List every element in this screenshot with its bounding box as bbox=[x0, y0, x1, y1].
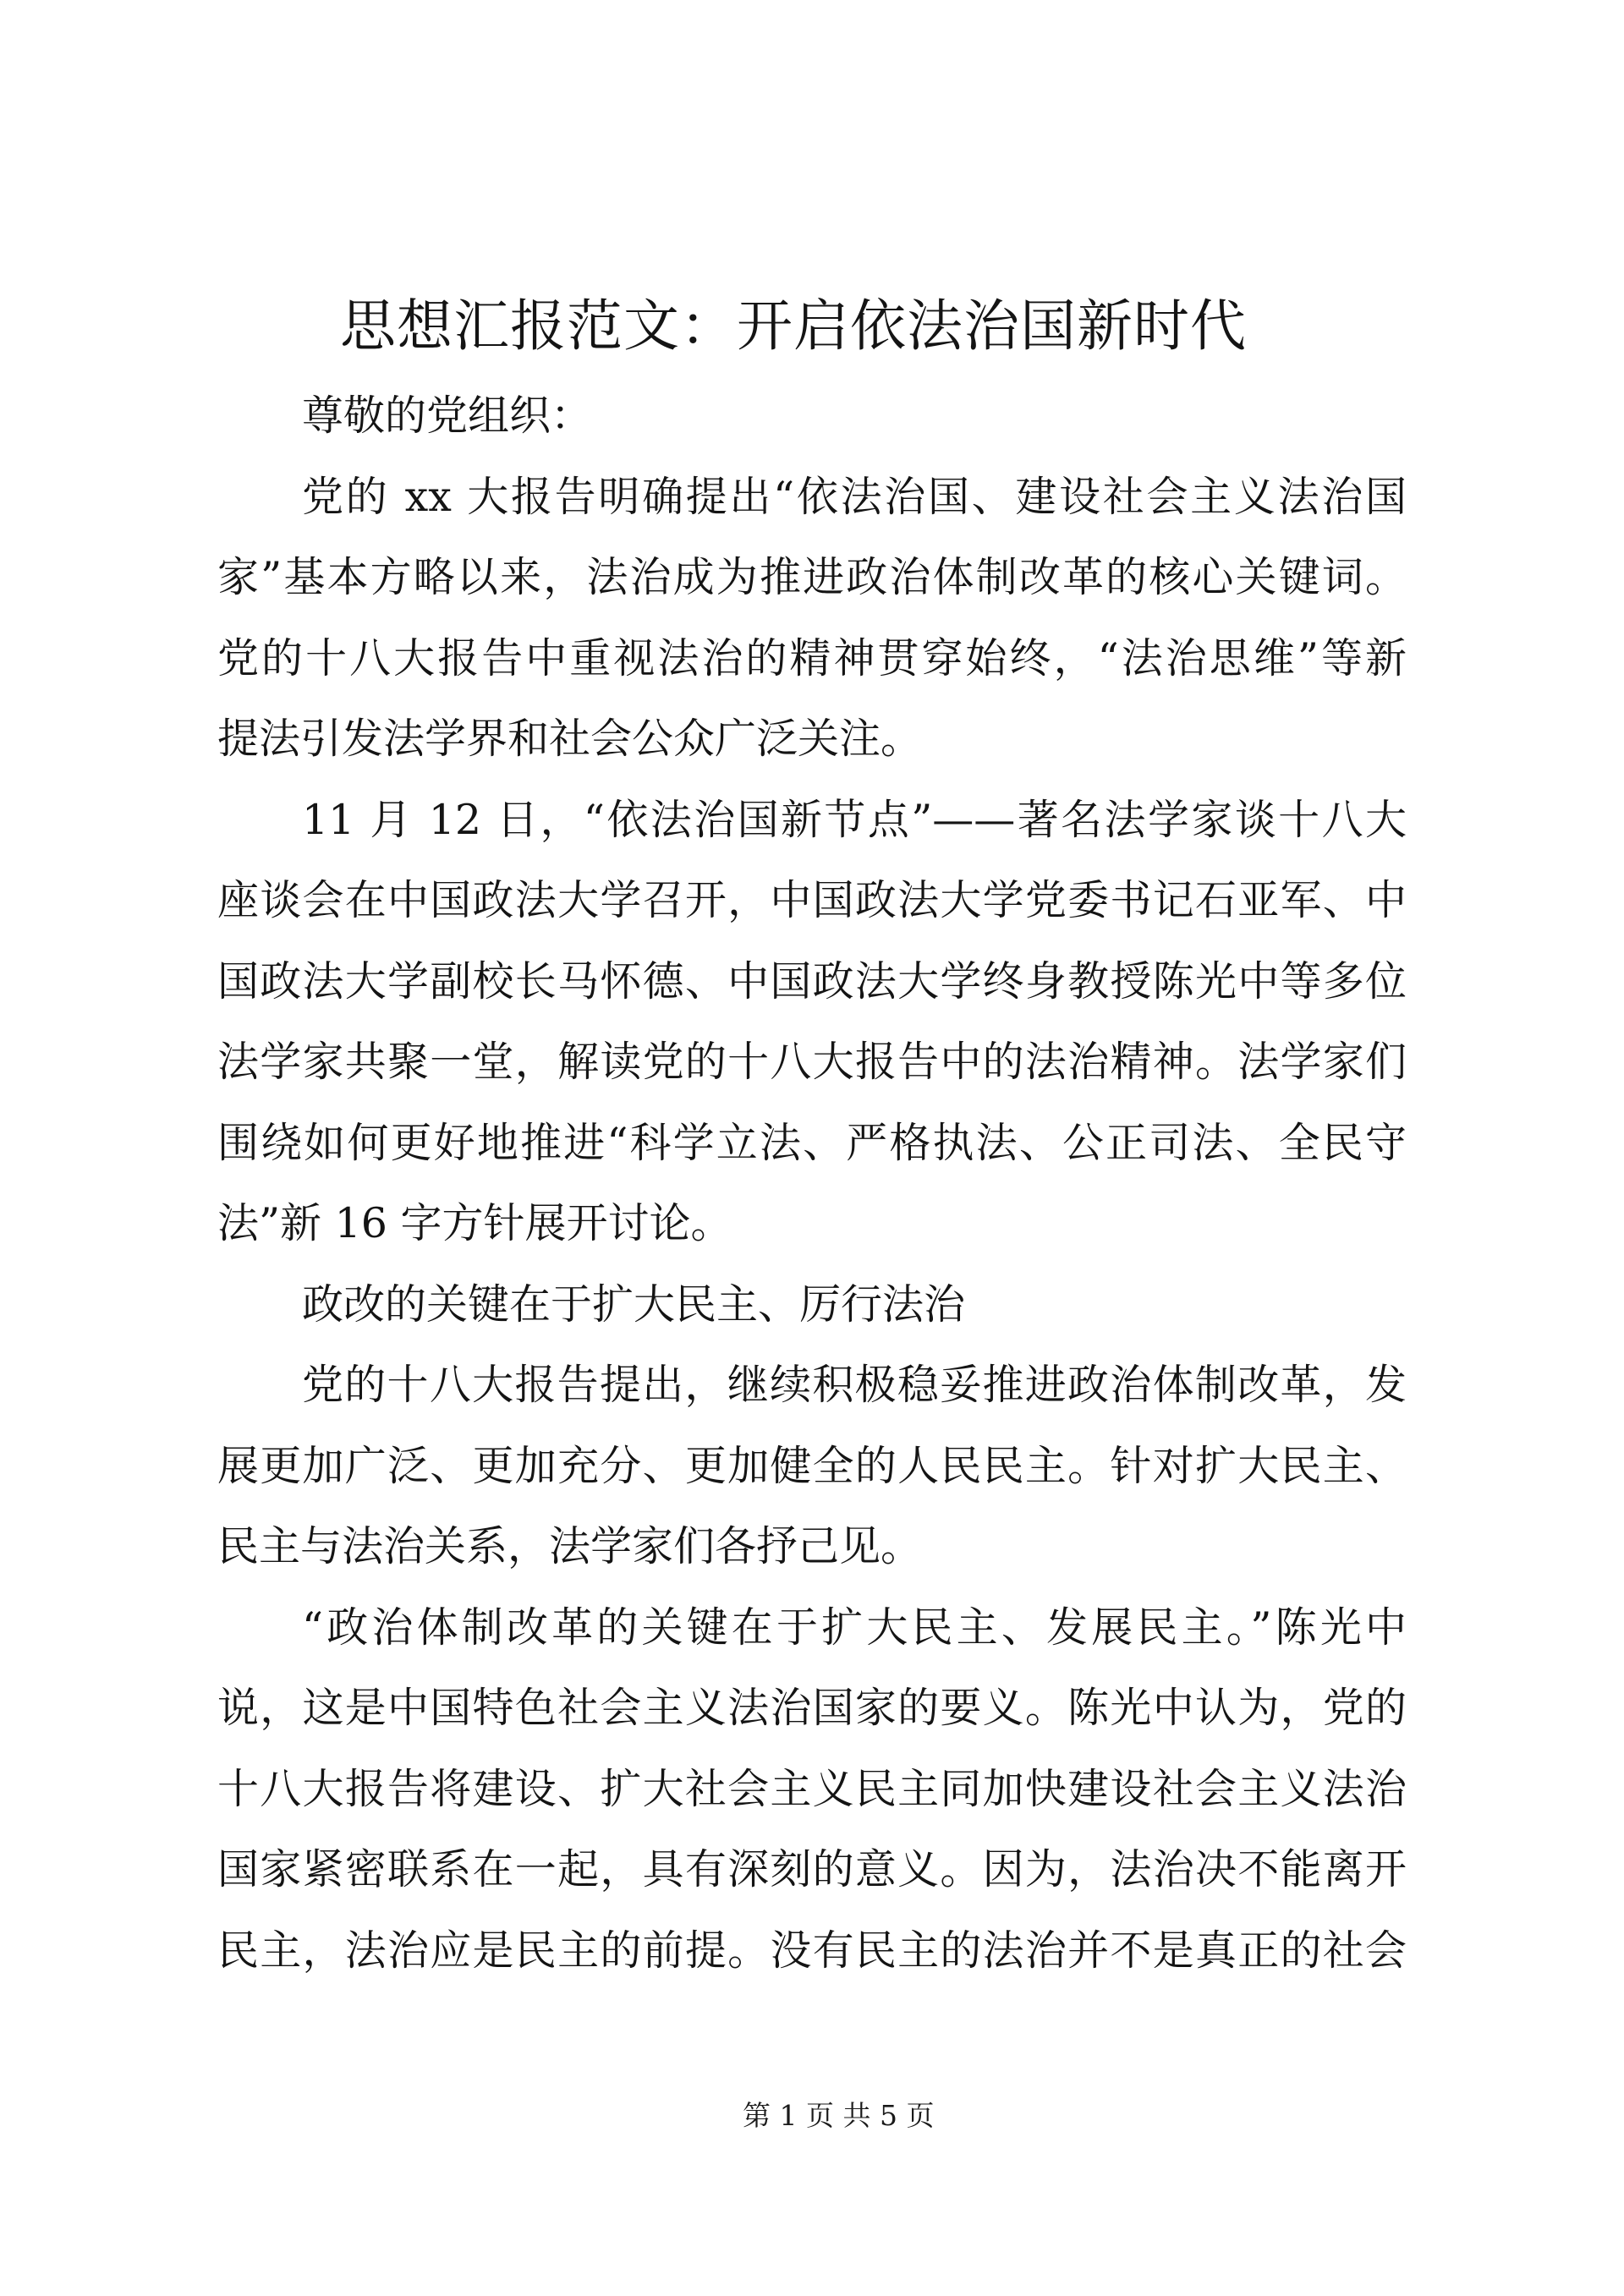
text-line: 国家紧密联系在一起，具有深刻的意义。因为，法治决不能离开 bbox=[217, 1845, 1407, 1893]
text-line: 党的 xx 大报告明确提出“依法治国、建设社会主义法治国 bbox=[302, 472, 1407, 521]
text-line: 十八大报告将建设、扩大社会主义民主同加快建设社会主义法治 bbox=[217, 1764, 1407, 1813]
text-line: 展更加广泛、更加充分、更加健全的人民民主。针对扩大民主、 bbox=[217, 1441, 1407, 1490]
text-line: 提法引发法学界和社会公众广泛关注。 bbox=[217, 715, 923, 763]
page-footer: 第 1 页 共 5 页 bbox=[743, 2099, 935, 2132]
salutation: 尊敬的党组织： bbox=[302, 392, 593, 440]
text-line: 座谈会在中国政法大学召开，中国政法大学党委书记石亚军、中 bbox=[217, 876, 1407, 924]
section-heading-text: 政改的关键在于扩大民主、厉行法治 bbox=[302, 1280, 966, 1329]
paragraph bbox=[217, 1587, 1407, 1992]
text-line: “政治体制改革的关键在于扩大民主、发展民主。”陈光中 bbox=[302, 1603, 1407, 1652]
text-line: 法学家共聚一堂，解读党的十八大报告中的法治精神。法学家们 bbox=[217, 1038, 1407, 1086]
text-line: 党的十八大报告中重视法治的精神贯穿始终，“法治思维”等新 bbox=[217, 633, 1407, 682]
paragraph bbox=[217, 780, 1407, 1264]
text-line: 围绕如何更好地推进“科学立法、严格执法、公正司法、全民守 bbox=[217, 1118, 1407, 1167]
document-title: 思想汇报范文：开启依法治国新时代 bbox=[340, 293, 1247, 359]
text-line: 法”新 16 字方针展开讨论。 bbox=[217, 1199, 732, 1247]
text-line: 党的十八大报告提出，继续积极稳妥推进政治体制改革，发 bbox=[302, 1361, 1407, 1409]
paragraph bbox=[217, 457, 1407, 780]
paragraph bbox=[217, 1345, 1407, 1587]
document-body bbox=[217, 375, 1407, 1991]
text-line: 家”基本方略以来，法治成为推进政治体制改革的核心关键词。 bbox=[217, 553, 1407, 601]
section-heading bbox=[217, 1264, 1407, 1345]
text-line: 民主与法治关系，法学家们各抒己见。 bbox=[217, 1522, 923, 1570]
text-line: 11 月 12 日，“依法治国新节点”——著名法学家谈十八大 bbox=[302, 795, 1407, 844]
text-line: 民主，法治应是民主的前提。没有民主的法治并不是真正的社会 bbox=[217, 1926, 1407, 1975]
text-line: 国政法大学副校长马怀德、中国政法大学终身教授陈光中等多位 bbox=[217, 956, 1407, 1006]
text-line: 说，这是中国特色社会主义法治国家的要义。陈光中认为，党的 bbox=[217, 1684, 1407, 1732]
